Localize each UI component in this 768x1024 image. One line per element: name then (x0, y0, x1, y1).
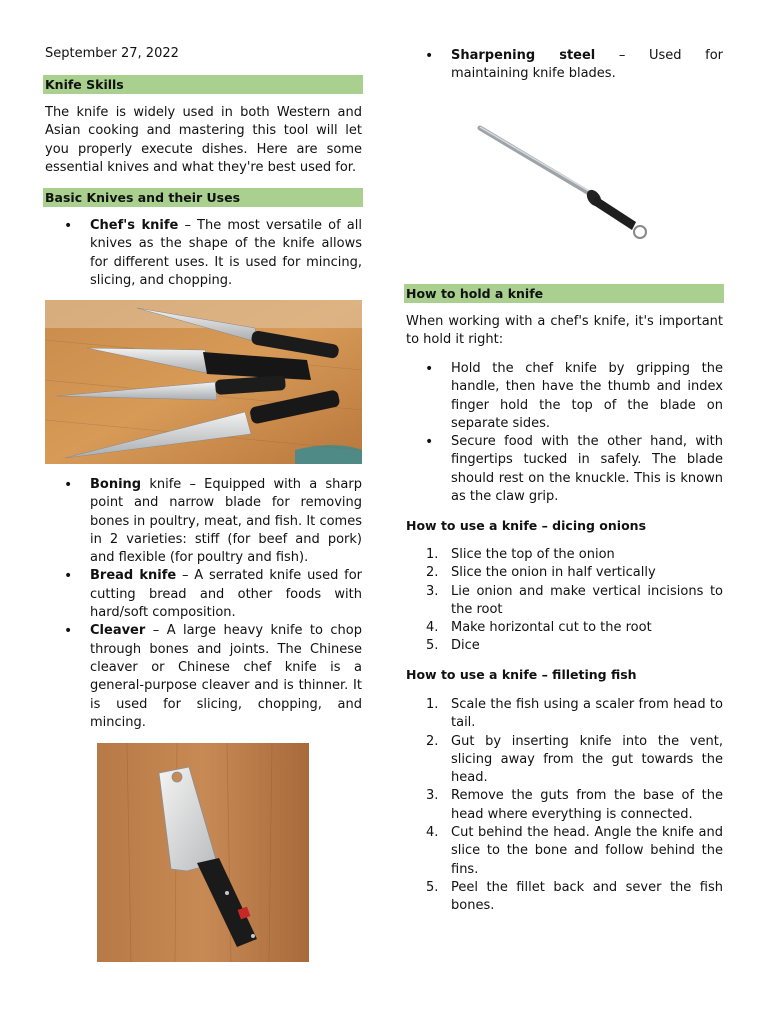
section-bar-knife-skills: Knife Skills (43, 75, 363, 94)
list-item-fillet-step (426, 733, 723, 788)
step-number: 4. (426, 825, 439, 841)
document-date: September 27, 2022 (45, 46, 179, 61)
list-item-fillet-step (426, 787, 723, 824)
knife-desc: – The most versatile of all knives as the shape of the knife allows for different uses. It is used for mincing, slicing, and chopping. (90, 218, 362, 288)
step-text: Remove the guts from the base of the head where everything is connected. (451, 788, 723, 822)
step-number: 4. (426, 620, 439, 636)
step-text: Dice (451, 638, 480, 654)
step-number: 5. (426, 879, 439, 895)
hold-intro: When working with a chef's knife, it's important to hold it right: (406, 314, 723, 348)
list-item-fillet-step (426, 879, 723, 916)
step-text: Slice the onion in half vertically (451, 565, 656, 581)
step-number: 3. (426, 788, 439, 804)
chef-knives-photo (45, 300, 362, 464)
dicing-heading: How to use a knife – dicing onions (406, 518, 647, 533)
step-text: Gut by inserting knife into the vent, slicing away from the gut towards the head. (451, 733, 723, 786)
step-number: 3. (426, 583, 439, 599)
list-item-dicing-step (426, 619, 723, 637)
list-item-dicing-step (426, 564, 723, 582)
knife-name: Cleaver (90, 623, 146, 639)
knife-desc: knife – Equipped with a sharp point and narrow blade for removing bones in poultry, meat, and fish. It comes in 2 varieties: stiff (for beef and pork) and flexible (for poultry and fish). (90, 477, 362, 566)
section-bar-basic-knives: Basic Knives and their Uses (43, 188, 363, 207)
list-item-dicing-step (426, 637, 723, 655)
knife-list-a (90, 217, 362, 290)
step-number: 5. (426, 638, 439, 654)
section-bar-hold-knife: How to hold a knife (404, 284, 724, 303)
knife-name: Bread knife (90, 568, 177, 584)
list-item-cleaver (90, 622, 362, 732)
step-number: 2. (426, 565, 439, 581)
list-item-sharpening-steel (451, 47, 723, 84)
list-item-fillet-step (426, 824, 723, 879)
knife-desc: – A serrated knife used for cutting bread and other foods with hard/soft composition. (90, 568, 362, 621)
sharpening-steel-photo (476, 118, 654, 248)
step-text: Make horizontal cut to the root (451, 620, 652, 636)
cleaver-photo (97, 743, 309, 962)
fillet-heading: How to use a knife – filleting fish (406, 667, 637, 682)
intro-paragraph: The knife is widely used in both Western and Asian cooking and mastering this tool will let you properly execute dishes. Here are some essential knives and what they're best used for. (45, 105, 362, 175)
dicing-steps-list (426, 546, 723, 656)
knife-name: Chef's knife (90, 218, 179, 233)
step-text: Scale the fish using a scaler from head to tail. (451, 697, 723, 731)
list-item-fillet-step (426, 696, 723, 733)
hold-steps-list (451, 360, 723, 506)
list-item-hold-step: • Hold the chef knife by gripping the handle, then have the thumb and index finger hold the top of the blade on separate sides. (451, 360, 723, 433)
list-item-dicing-step (426, 546, 723, 564)
list-item-chefs-knife (90, 217, 362, 290)
knife-name: Sharpening steel (451, 48, 596, 63)
knife-list-b (90, 476, 362, 732)
step-number: 1. (426, 547, 439, 562)
step-text: Slice the top of the onion (451, 547, 615, 562)
knife-desc: – Used for maintaining knife blades. (451, 48, 724, 82)
steel-list (451, 47, 723, 84)
list-item-dicing-step (426, 583, 723, 620)
list-item-boning-knife (90, 476, 362, 567)
step-text: Peel the fillet back and sever the fish bones. (451, 879, 723, 914)
step-text: Cut behind the head. Angle the knife and slice to the bone and follow behind the fins. (451, 825, 723, 877)
list-item-bread-knife (90, 567, 362, 622)
knife-desc: – A large heavy knife to chop through bones and joints. The Chinese cleaver or Chinese chef knife is a general-purpose cleaver and is thinner. It is used for slicing, chopping, and mincing. (90, 623, 362, 730)
list-item-hold-step: • Secure food with the other hand, with fingertips tucked in safely. The blade should rest on the knuckle. This is known as the claw grip. (451, 433, 723, 506)
step-number: 1. (426, 697, 439, 712)
knife-name: Boning (90, 477, 142, 492)
fillet-steps-list (426, 696, 723, 916)
step-number: 2. (426, 733, 439, 749)
step-text: Lie onion and make vertical incisions to the root (451, 583, 723, 617)
